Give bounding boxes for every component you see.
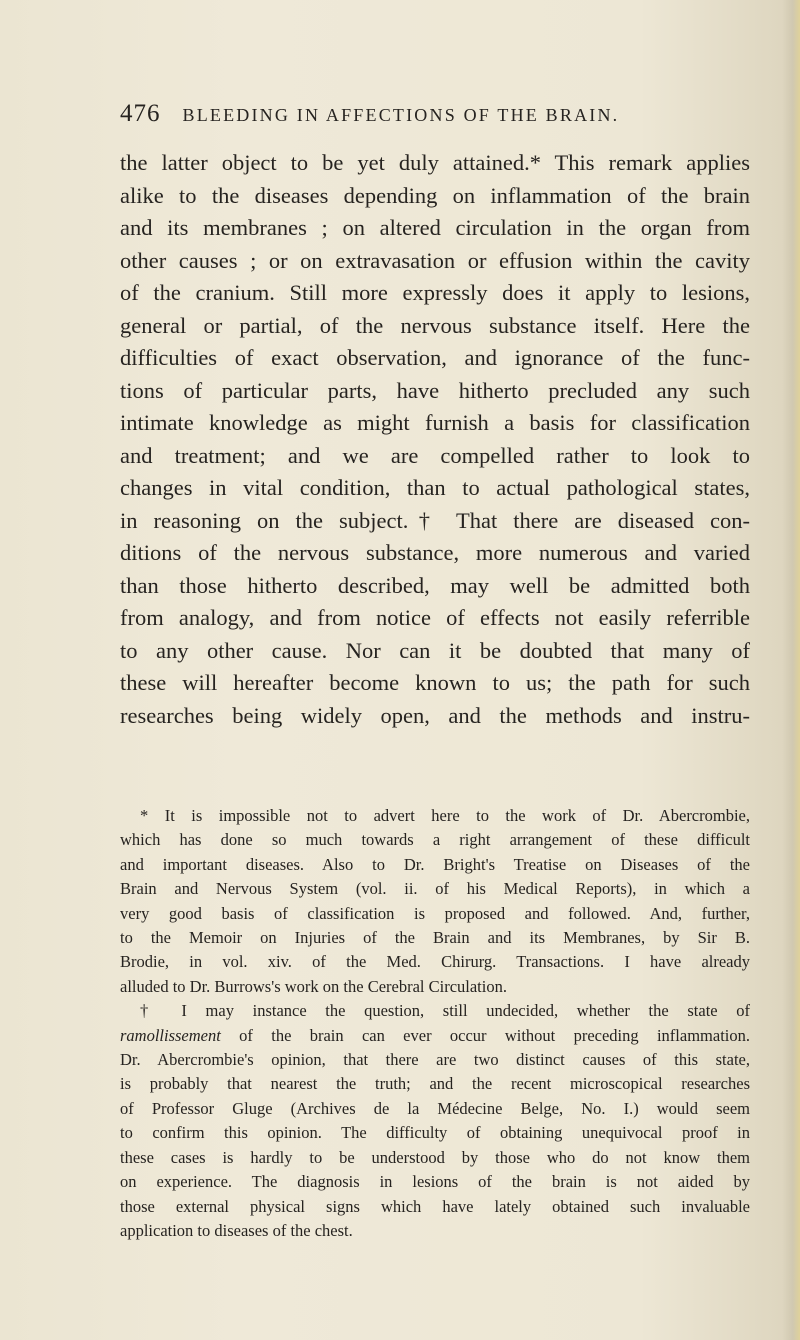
footnote-line: on experience. The diagnosis in lesions of the brain is not aided by [120, 1172, 750, 1192]
running-head: BLEEDING IN AFFECTIONS OF THE BRAIN. [182, 105, 620, 125]
body-line: alike to the diseases depending on inflammation of the brain [120, 182, 750, 208]
footnote-line: very good basis of classification is proposed and followed. And, further, [120, 903, 750, 923]
body-line: to any other cause. Nor can it be doubted that many of [120, 637, 750, 663]
footnote-line: † I may instance the question, still undecided, whether the state of [140, 1001, 750, 1021]
page-header [120, 100, 750, 128]
italic-term: ramollissement [120, 1025, 221, 1045]
footnote-line: to confirm this opinion. The difficulty of obtaining unequivocal proof in [120, 1123, 750, 1143]
footnote-line: Brain and Nervous System (vol. ii. of his Medical Reports), in which a [120, 879, 750, 899]
footnote-line: those external physical signs which have lately obtained such invaluable [120, 1196, 750, 1216]
body-line: changes in vital condition, than to actual pathological states, [120, 475, 750, 500]
footnote-line: of Professor Gluge (Archives de la Médecine Belge, No. I.) would seem [120, 1098, 750, 1118]
footnote-ramollissement [120, 999, 750, 1243]
page-edge-shadow [782, 0, 800, 1340]
body-line: ditions of the nervous substance, more numerous and varied [120, 540, 750, 565]
footnote-line: * It is impossible not to advert here to the work of Dr. Abercrombie, [140, 806, 750, 825]
body-line: from analogy, and from notice of effects not easily referrible [120, 605, 750, 630]
body-line: other causes ; or on extravasation or effusion within the cavity [120, 247, 750, 273]
footnote-line-italic [120, 1024, 750, 1048]
footnote-line: these cases is hardly to be understood by those who do not know them [120, 1147, 750, 1167]
body-line: than those hitherto described, may well be admitted both [120, 572, 750, 598]
body-line: tions of particular parts, have hitherto precluded any such [120, 377, 750, 403]
body-line: these will hereafter become known to us; the path for such [120, 670, 750, 695]
footnote-abercrombie [120, 804, 750, 999]
body-line: and treatment; and we are compelled rather to look to [120, 442, 750, 468]
body-line: difficulties of exact observation, and ignorance of the func- [120, 345, 750, 370]
footnote-line: and important diseases. Also to Dr. Bright's Treatise on Diseases of the [120, 854, 750, 874]
body-line: researches being widely open, and the methods and instru- [120, 702, 750, 728]
main-text [120, 147, 750, 732]
footnote-line: Dr. Abercrombie's opinion, that there are two distinct causes of this state, [120, 1050, 750, 1070]
body-line: the latter object to be yet duly attained.* This remark applies [120, 150, 750, 175]
footnotes [120, 804, 750, 1243]
footnote-line: which has done so much towards a right arrangement of these difficult [120, 830, 750, 850]
page-number: 476 [120, 100, 161, 127]
body-line: of the cranium. Still more expressly does it apply to lesions, [120, 280, 750, 305]
body-line: in reasoning on the subject.† That there are diseased con- [120, 507, 750, 533]
footnote-line: Brodie, in vol. xiv. of the Med. Chirurg. Transactions. I have already [120, 952, 750, 972]
body-line: intimate knowledge as might furnish a basis for classification [120, 410, 750, 435]
footnote-line-rest: of the brain can ever occur without preceding inflammation. [220, 1025, 750, 1045]
footnote-line: is probably that nearest the truth; and the recent microscopical researches [120, 1074, 750, 1094]
footnote-line: application to diseases of the chest. [120, 1220, 353, 1240]
body-line: and its membranes ; on altered circulation in the organ from [120, 215, 750, 240]
footnote-line: alluded to Dr. Burrows's work on the Cerebral Circulation. [120, 976, 507, 996]
body-line: general or partial, of the nervous substance itself. Here the [120, 312, 750, 338]
footnote-line: to the Memoir on Injuries of the Brain and its Membranes, by Sir B. [120, 928, 750, 948]
